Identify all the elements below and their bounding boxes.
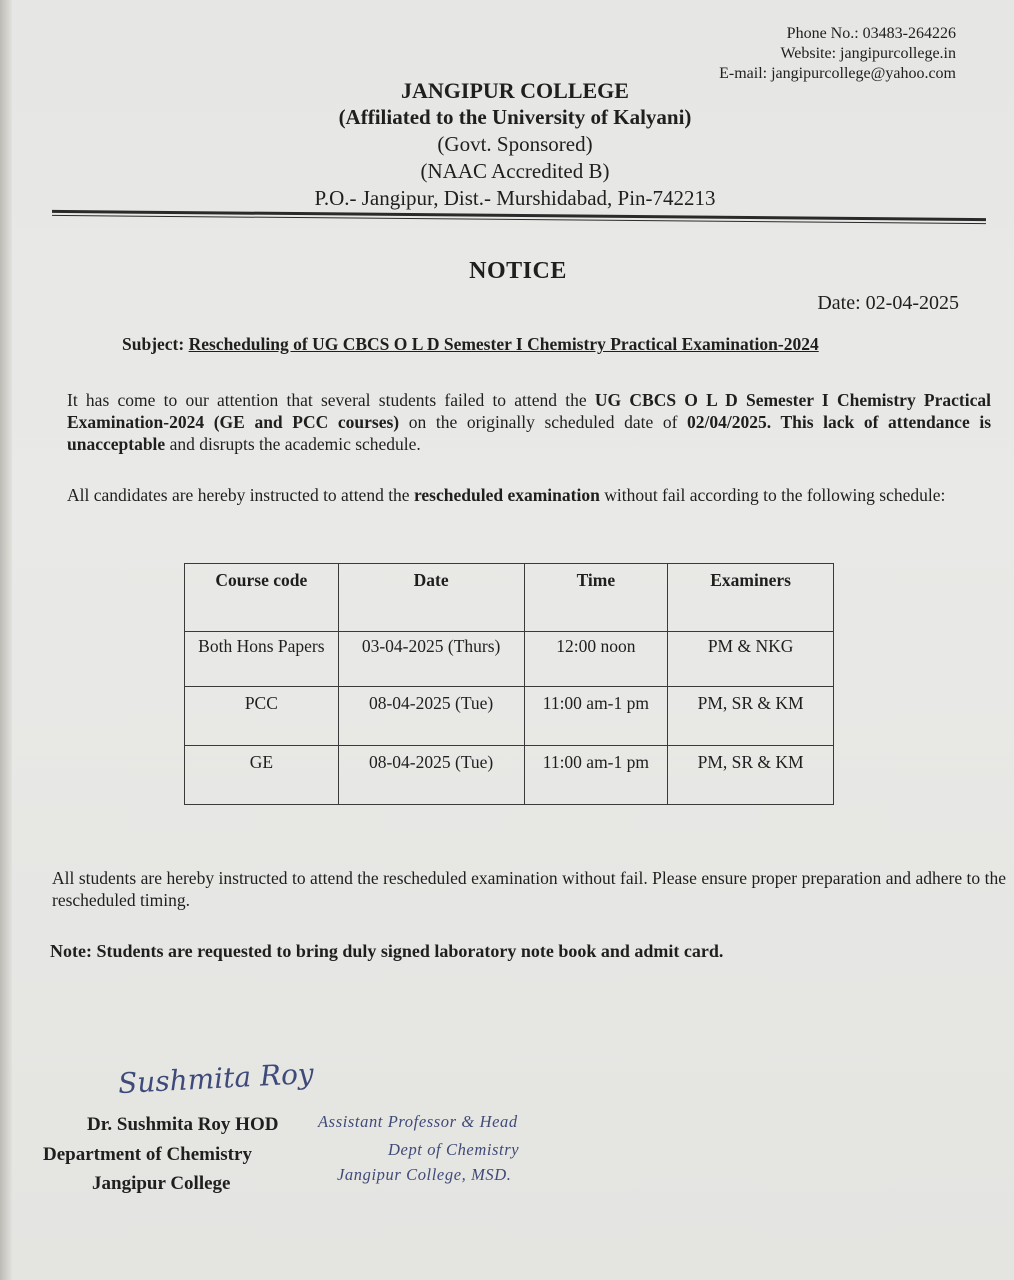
cell-time: 11:00 am-1 pm xyxy=(524,746,668,805)
signatory-name: Dr. Sushmita Roy HOD xyxy=(87,1114,279,1135)
p1-text-a: It has come to our attention that several students failed to attend the xyxy=(67,390,595,410)
notice-date: Date: 02-04-2025 xyxy=(817,292,959,314)
notice-title: NOTICE xyxy=(469,258,567,284)
p1-courses: (GE and PCC courses) xyxy=(204,412,400,432)
subject-text: Rescheduling of UG CBCS O L D Semester I Chemistry Practical Examination-2024 xyxy=(188,334,819,354)
schedule-table xyxy=(184,563,834,805)
signatory-college: Jangipur College xyxy=(92,1173,231,1194)
college-affiliation: (Affiliated to the University of Kalyani) xyxy=(338,105,692,129)
cell-examiners: PM & NKG xyxy=(668,632,834,687)
website: Website: jangipurcollege.in xyxy=(780,45,956,62)
table-row xyxy=(185,746,834,805)
p1-date-warning: 02/04/2025. This lack of attendance is unacceptable xyxy=(67,412,992,454)
table-row xyxy=(185,687,834,746)
note-text: Note: Students are requested to bring duly signed laboratory note book and admit card. xyxy=(50,941,724,961)
paragraph-closing: All students are hereby instructed to attend the rescheduled examination without fail. Please ensure proper preparation and adhere to the rescheduled timing. xyxy=(52,868,1006,910)
cell-date: 03-04-2025 (Thurs) xyxy=(338,632,524,687)
cell-course: PCC xyxy=(185,687,339,746)
subject-label: Subject: xyxy=(122,334,185,354)
cell-date: 08-04-2025 (Tue) xyxy=(338,687,524,746)
cell-course: Both Hons Papers xyxy=(185,632,339,687)
p1-text-d: on the originally scheduled date of xyxy=(399,412,688,432)
p2-text-c: without fail according to the following schedule: xyxy=(599,485,946,505)
p2-text-a: All candidates are hereby instructed to attend the xyxy=(67,485,414,505)
paragraph-instruction xyxy=(67,484,995,506)
college-sponsor: (Govt. Sponsored) xyxy=(437,132,593,156)
college-accreditation: (NAAC Accredited B) xyxy=(420,159,610,183)
header-course-code: Course code xyxy=(185,564,339,632)
paragraph-attendance xyxy=(67,389,991,455)
table-header-row xyxy=(185,564,834,632)
cell-examiners: PM, SR & KM xyxy=(668,746,834,805)
table-row xyxy=(185,632,834,687)
handwritten-signature: Sushmita Roy xyxy=(117,1056,315,1101)
cell-date: 08-04-2025 (Tue) xyxy=(338,746,524,805)
college-name: JANGIPUR COLLEGE xyxy=(401,78,629,103)
p1-text-f: and disrupts the academic schedule. xyxy=(165,434,421,454)
p1-exam-name: UG CBCS O L D Semester I Chemistry Practical Examination-2024 xyxy=(67,390,991,432)
cell-course: GE xyxy=(185,746,339,805)
stamp-line-designation: Assistant Professor & Head xyxy=(318,1112,518,1131)
stamp-line-college: Jangipur College, MSD. xyxy=(337,1165,512,1184)
phone-number: Phone No.: 03483-264226 xyxy=(786,25,956,42)
stamp-line-department: Dept of Chemistry xyxy=(388,1140,520,1159)
college-address: P.O.- Jangipur, Dist.- Murshidabad, Pin-742213 xyxy=(314,186,716,210)
header-examiners: Examiners xyxy=(668,564,834,632)
email: E-mail: jangipurcollege@yahoo.com xyxy=(719,65,956,82)
cell-time: 12:00 noon xyxy=(524,632,668,687)
header-time: Time xyxy=(524,564,668,632)
notice-subject xyxy=(122,334,819,355)
header-date: Date xyxy=(338,564,524,632)
signatory-department: Department of Chemistry xyxy=(43,1144,252,1165)
cell-examiners: PM, SR & KM xyxy=(668,687,834,746)
p2-rescheduled: rescheduled examination xyxy=(413,485,600,505)
cell-time: 11:00 am-1 pm xyxy=(524,687,668,746)
